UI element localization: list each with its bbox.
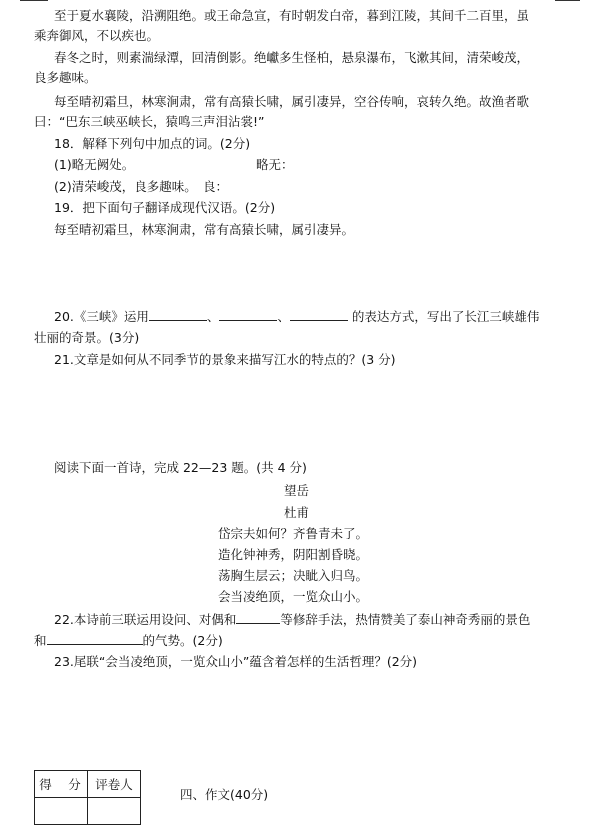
- poem-line: 会当凌绝顶，一览众山小。: [218, 589, 369, 604]
- question-20-tail: 的表达方式，写出了长江三峡雄伟: [351, 309, 540, 324]
- passage-line: 曰：“巴东三峡巫峡长，猿鸣三声泪沾裳!”: [34, 114, 265, 129]
- score-cell[interactable]: [35, 798, 88, 825]
- question-19-text: 每至晴初霜旦，林寒涧肃，常有高猿长啸，属引凄异。: [54, 222, 355, 237]
- score-header: 得 分: [35, 771, 88, 798]
- answer-blank[interactable]: [47, 632, 143, 645]
- question-22-end: 的气势。(2分): [142, 633, 223, 648]
- question-22: [54, 611, 530, 628]
- question-18-item-1: (1)略无阙处。: [54, 157, 135, 172]
- question-20-lead: 20.《三峡》运用: [54, 309, 149, 324]
- poem-line: 荡胸生层云；决眦入归鸟。: [218, 568, 369, 583]
- score-table: [34, 770, 141, 825]
- question-22-tail: 等修辞手法，热情赞美了泰山神奇秀丽的景色: [280, 612, 531, 627]
- passage-line: 良多趣味。: [34, 70, 97, 85]
- question-22-lead: 22.本诗前三联运用设问、对偶和: [54, 612, 237, 627]
- poem-author: 杜甫: [284, 505, 310, 520]
- answer-blank[interactable]: [149, 308, 207, 321]
- top-border-left: [20, 0, 48, 1]
- grader-cell[interactable]: [88, 798, 141, 825]
- question-22-and: 和: [34, 633, 47, 648]
- poem-title: 望岳: [284, 483, 310, 498]
- question-18-item-1-answer: 略无：: [256, 157, 294, 172]
- question-20-cont: 壮丽的奇景。(3分): [34, 330, 140, 345]
- question-22-cont: [34, 632, 223, 649]
- answer-blank[interactable]: [290, 308, 348, 321]
- question-21: 21.文章是如何从不同季节的景象来描写江水的特点的？(3 分): [54, 352, 396, 367]
- separator: 、: [206, 309, 220, 324]
- grader-header: 评卷人: [88, 771, 141, 798]
- question-20: [54, 308, 539, 325]
- section-4-heading: 四、作文(40分): [180, 787, 269, 802]
- question-19: 19．把下面句子翻译成现代汉语。(2分): [54, 200, 276, 215]
- question-18: 18．解释下列句中加点的词。(2分): [54, 136, 251, 151]
- question-18-item-2: (2)清荣峻茂，良多趣味。 良：: [54, 179, 228, 194]
- passage-line: 春冬之时，则素湍绿潭，回清倒影。绝巘多生怪柏，悬泉瀑布，飞漱其间，清荣峻茂，: [54, 50, 530, 65]
- poem-intro: 阅读下面一首诗，完成 22—23 题。(共 4 分): [54, 460, 307, 475]
- top-border-right: [555, 0, 580, 1]
- passage-line: 每至晴初霜旦，林寒涧肃，常有高猿长啸，属引凄异，空谷传响，哀转久绝。故渔者歌: [54, 94, 530, 109]
- poem-line: 岱宗夫如何？齐鲁青未了。: [218, 526, 369, 541]
- passage-line: 至于夏水襄陵，沿溯阻绝。或王命急宣，有时朝发白帝，暮到江陵，其间千二百里，虽: [54, 8, 530, 23]
- question-23: 23.尾联“会当凌绝顶，一览众山小”蕴含着怎样的生活哲理？(2分): [54, 654, 418, 669]
- poem-line: 造化钟神秀，阴阳割昏晓。: [218, 547, 369, 562]
- separator: 、: [277, 309, 290, 324]
- answer-blank[interactable]: [219, 308, 277, 321]
- passage-line: 乘奔御风，不以疾也。: [34, 28, 160, 43]
- answer-blank[interactable]: [236, 611, 280, 624]
